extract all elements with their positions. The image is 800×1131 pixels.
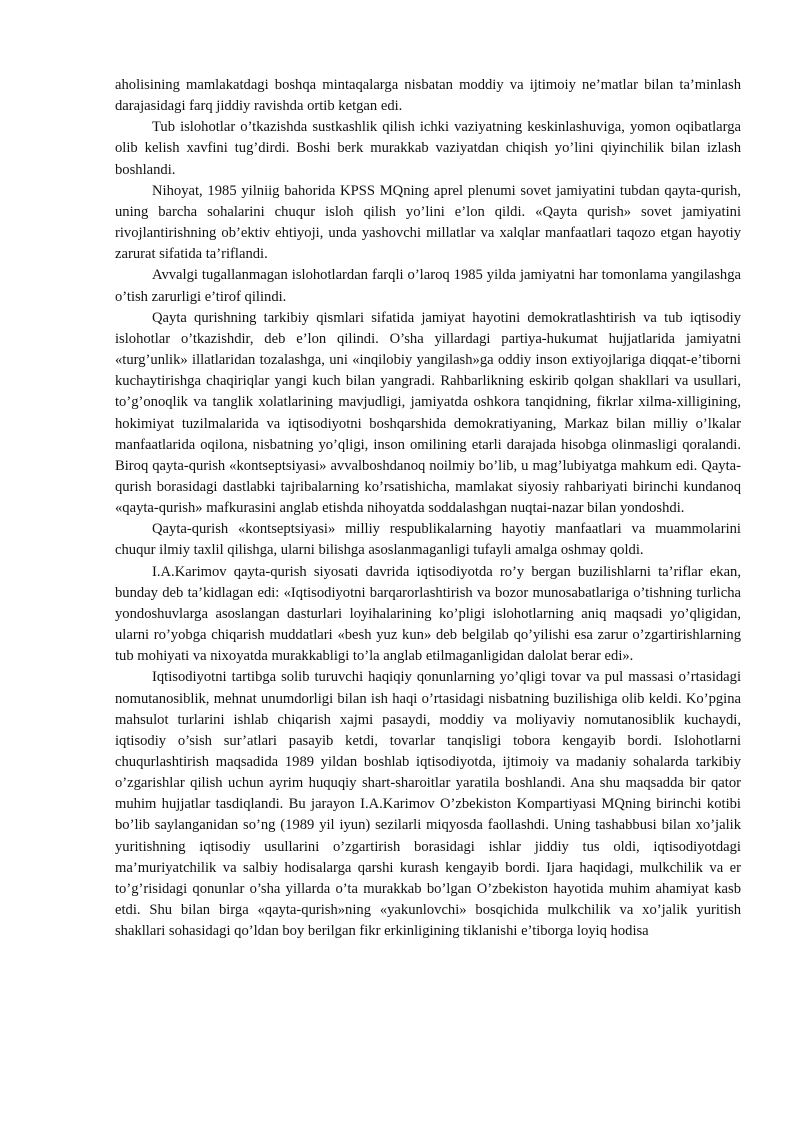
paragraph: Iqtisodiyotni tartibga solib turuvchi haqiqiy qonunlarning yo’qligi tovar va pul massasi o’rtasidagi nomutanosiblik, mehnat unumdorligi bilan ish haqi o’rtasidagi nisbatning buzilishiga olib keldi. Ko’pgina mahsulot turlarini ishlab chiqarish xajmi pasaydi, moddiy va moliyaviy nomutanosiblik kuchaydi, iqtisodiy o’sish sur’atlari pasayib ketdi, tovarlar tanqisligi tobora kengayib bordi. Islohotlarni chuqurlashtirish maqsadida 1989 yildan boshlab iqtisodiyotda, ijtimoiy va madaniy sohalarda tarkibiy o’zgarishlar qilish uchun ayrim huquqiy shart-sharoitlar yaratila boshlandi. Ana shu maqsadda bir qator muhim hujjatlar tasdiqlandi. Bu jarayon I.A.Karimov O’zbekiston Kompartiyasi MQning birinchi kotibi bo’lib saylanganidan so’ng (1989 yil iyun) sezilarli miqyosda faollashdi. Uning tashabbusi bilan xo’jalik yuritishning iqtisodiy usullarini o’zgartirish borasidagi ishlar jiddiy tus oldi, iqtisodiyotdagi ma’muriyatchilik va salbiy hodisalarga qarshi kurash kengayib bordi. Ijara haqidagi, mulkchilik va er to’g’risidagi qonunlar o’sha yillarda o’ta murakkab bo’lgan O’zbekiston hayotida muhim ahamiyat kasb etdi. Shu bilan birga «qayta-qurish»ning «yakunlovchi» bosqichida mulkchilik va xo’jalik yuritish shakllari sohasidagi qo’ldan boy berilgan fikr erkinligining tiklanishi e’tiborga loyiq hodisa [115, 669, 741, 940]
paragraph: Tub islohotlar o’tkazishda sustkashlik qilish ichki vaziyatning keskinlashuviga, yomon oqibatlarga olib kelish xavfini tug’dirdi. Boshi berk murakkab vaziyatdan chiqish yo’lini qiyinchilik bilan izlash boshlandi. [115, 119, 741, 178]
paragraph: Nihoyat, 1985 yilniig bahorida KPSS MQning aprel plenumi sovet jamiyatini tubdan qayta-qurish, uning barcha sohalarini chuqur isloh qilish yo’lini e’lon qildi. «Qayta qurish» sovet jamiyatini rivojlantirishning ob’ektiv ehtiyoji, unda yashovchi millatlar va xalqlar manfaatlari taqozo etgan hayotiy zarurat sifatida ta’riflandi. [115, 182, 741, 263]
paragraph: Qayta-qurish «kontseptsiyasi» milliy respublikalarning hayotiy manfaatlari va muammolarini chuqur ilmiy taxlil qilishga, ularni bilishga asoslanmaganligi tufayli amalga oshmay qoldi. [115, 521, 741, 559]
paragraph: Qayta qurishning tarkibiy qismlari sifatida jamiyat hayotini demokratlashtirish va tub iqtisodiy islohotlar o’tkazishdir, deb e’lon qilindi. O’sha yillardagi partiya-hukumat hujjatlarida jamiyatni «turg’unlik» illatlaridan tozalashga, uni «inqilobiy yangilash»ga oddiy inson extiyojlariga diqqat-e’tiborni kuchaytirishga chaqiriqlar yangi kuch bilan yangradi. Rahbarlikning eskirib qolgan shakllari va usullari, to’g’onoqlik va tanglik xolatlarining mavjudligi, jamiyatda oshkora tanqidning, fikrlar xilma-xilligining, hokimiyat tuzilmalarida va iqtisodiyotni boshqarshida demokratiyaning, Markaz bilan milliy o’lkalar manfaatlarida oqilona, nisbatning yo’qligi, inson omilining etarli darajada hisobga olinmasligi qoralandi. Biroq qayta-qurish «kontseptsiyasi» avvalboshdanoq noilmiy bo’lib, u mag’lubiyatga mahkum edi. Qayta-qurish borasidagi dastlabki tajribalarning ko’rsatishicha, mamlakat siyosiy rahbariyati birinchi kundanoq «qayta-qurish» mafkurasini anglab etishda nihoyatda soddalashgan nuqtai-nazar bilan yondoshdi. [115, 309, 741, 517]
document-page [115, 75, 741, 942]
paragraph: I.A.Karimov qayta-qurish siyosati davrida iqtisodiyotda ro’y bergan buzilishlarni ta’riflar ekan, bunday deb ta’kidlagan edi: «Iqtisodiyotni barqarorlashtirish va bozor munosabatlariga o’tishning turlicha yondoshuvlarga asoslangan dasturlari loyihalarining ko’pligi islohotlarning aniq maqsadi yo’qligidan, ularni ro’yobga chiqarish muddatlari «besh yuz kun» deb belgilab qo’yilishi esa zarur o’zgartirishlarning tub mohiyati va nixoyatda murakkabligi to’la anglab etilmaganligidan dalolat berar edi». [115, 563, 741, 665]
paragraph-continuation: aholisining mamlakatdagi boshqa mintaqalarga nisbatan moddiy va ijtimoiy ne’matlar bilan ta’minlash darajasidagi farq jiddiy ravishda ortib ketgan edi. [115, 77, 741, 115]
paragraph: Avvalgi tugallanmagan islohotlardan farqli o’laroq 1985 yilda jamiyatni har tomonlama yangilashga o’tish zarurligi e’tirof qilindi. [115, 267, 741, 305]
